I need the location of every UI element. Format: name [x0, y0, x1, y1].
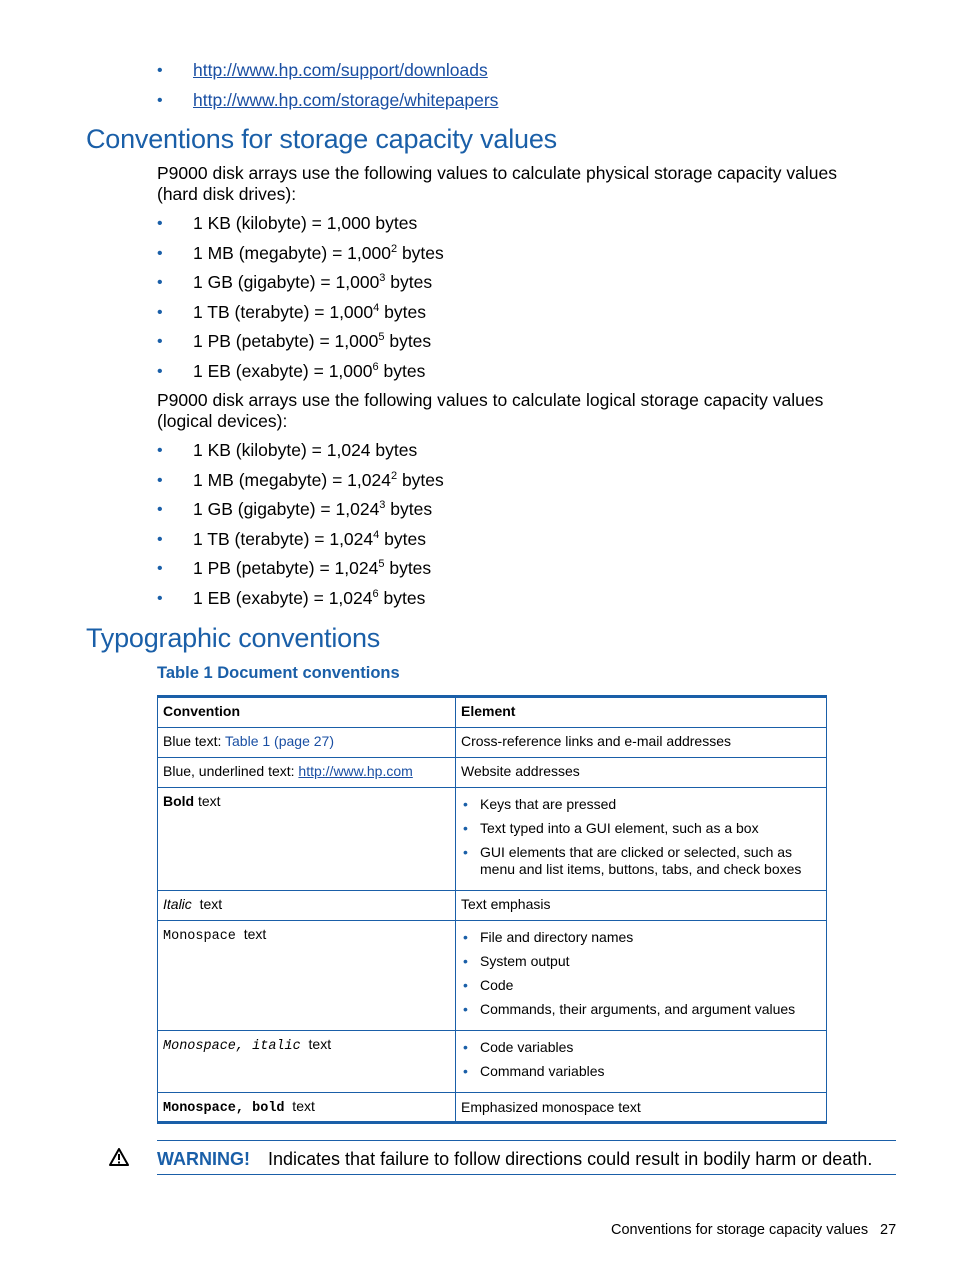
list-item: • Commands, their arguments, and argument values: [461, 1001, 821, 1018]
conventions-table: [157, 695, 827, 1124]
list-item: • 1 TB (terabyte) = $1,000^4$ bytes: [157, 298, 444, 328]
table-crossref-link[interactable]: Table 1 (page 27): [225, 733, 334, 749]
physical-intro: P9000 disk arrays use the following values to calculate physical storage capacity values (hard disk drives):: [157, 163, 837, 204]
element-cell: [456, 1031, 827, 1093]
element-list: [461, 1039, 821, 1080]
section-heading-capacity: Conventions for storage capacity values: [86, 124, 557, 154]
table-row: [158, 1031, 827, 1093]
list-item: • 1 PB (petabyte) = $1,024^5$ bytes: [157, 554, 444, 584]
convention-cell: Monospace, bold text: [158, 1093, 456, 1123]
element-cell: Cross-reference links and e-mail addresses: [456, 728, 827, 758]
list-item: • 1 PB (petabyte) = $1,000^5$ bytes: [157, 327, 444, 357]
downloads-link[interactable]: http://www.hp.com/support/downloads: [193, 60, 488, 80]
convention-cell: Blue text: Table 1 (page 27): [158, 728, 456, 758]
logical-intro: P9000 disk arrays use the following values to calculate logical storage capacity values (logical devices):: [157, 390, 824, 431]
element-cell: Emphasized monospace text: [456, 1093, 827, 1123]
warning-icon: [109, 1148, 129, 1166]
warning-bottom-rule: [157, 1174, 896, 1175]
list-item: • 1 EB (exabyte) = $1,024^6$ bytes: [157, 584, 444, 614]
hp-website-link[interactable]: http://www.hp.com: [298, 763, 413, 779]
table-row: [158, 728, 827, 758]
list-item: • Keys that are pressed: [461, 796, 821, 813]
convention-cell: Bold text: [158, 788, 456, 891]
list-item: • 1 MB (megabyte) = $1,024^2$ bytes: [157, 466, 444, 496]
list-item: • File and directory names: [461, 929, 821, 946]
convention-cell: Monospace, italic text: [158, 1031, 456, 1093]
whitepapers-link[interactable]: http://www.hp.com/storage/whitepapers: [193, 89, 499, 110]
table-row: [158, 758, 827, 788]
reference-links-list: [157, 56, 498, 115]
list-item: [157, 56, 498, 86]
element-cell: Text emphasis: [456, 891, 827, 921]
list-item: [157, 86, 498, 116]
table-row: [158, 921, 827, 1031]
column-header-convention: Convention: [158, 697, 456, 728]
list-item: • 1 GB (gigabyte) = $1,024^3$ bytes: [157, 495, 444, 525]
section-heading-typographic: Typographic conventions: [86, 623, 381, 653]
table-row: [158, 1093, 827, 1123]
list-item: • GUI elements that are clicked or selected, such as menu and list items, buttons, tabs, and check boxes: [461, 844, 821, 878]
physical-values-list: [157, 209, 444, 387]
list-item: • Code variables: [461, 1039, 821, 1056]
element-cell: Website addresses: [456, 758, 827, 788]
list-item: • Command variables: [461, 1063, 821, 1080]
column-header-element: Element: [456, 697, 827, 728]
convention-cell: Italic text: [158, 891, 456, 921]
table-caption: Table 1 Document conventions: [157, 664, 400, 682]
list-item: • 1 TB (terabyte) = $1,024^4$ bytes: [157, 525, 444, 555]
warning-text: Indicates that failure to follow directions could result in bodily harm or death.: [268, 1149, 873, 1169]
element-list: [461, 929, 821, 1018]
list-item: • Code: [461, 977, 821, 994]
page-number: 27: [880, 1222, 897, 1238]
warning-top-rule: [157, 1140, 896, 1141]
table-row: [158, 788, 827, 891]
list-item: • 1 KB (kilobyte) = 1,024 bytes: [157, 436, 444, 466]
list-item: • 1 KB (kilobyte) = 1,000 bytes: [157, 209, 444, 239]
list-item: • 1 GB (gigabyte) = $1,000^3$ bytes: [157, 268, 444, 298]
list-item: • 1 EB (exabyte) = $1,000^6$ bytes: [157, 357, 444, 387]
element-cell: [456, 788, 827, 891]
list-item: • System output: [461, 953, 821, 970]
element-list: [461, 796, 821, 878]
footer-title: Conventions for storage capacity values: [611, 1222, 869, 1238]
table-header-row: [158, 697, 827, 728]
list-item: • Text typed into a GUI element, such as a box: [461, 820, 821, 837]
convention-cell: Blue, underlined text: http://www.hp.com: [158, 758, 456, 788]
element-cell: [456, 921, 827, 1031]
table-row: [158, 891, 827, 921]
warning-label: WARNING!: [157, 1149, 250, 1169]
logical-values-list: [157, 436, 444, 614]
convention-cell: Monospace text: [158, 921, 456, 1031]
list-item: • 1 MB (megabyte) = $1,000^2$ bytes: [157, 239, 444, 269]
